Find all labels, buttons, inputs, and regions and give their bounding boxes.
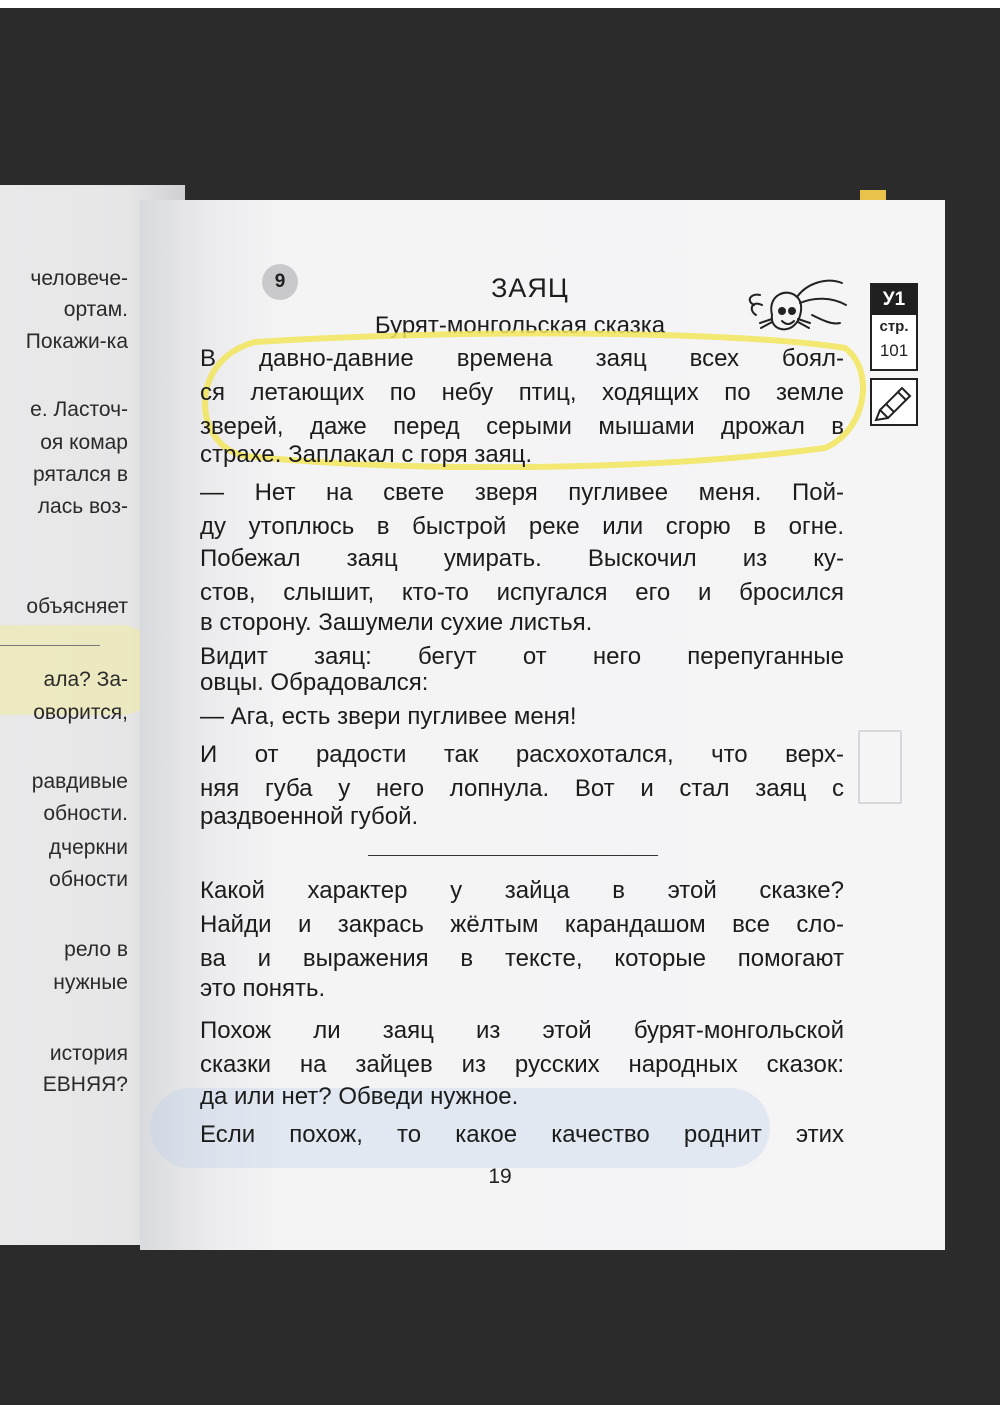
- left-line: ала? За-: [43, 668, 128, 691]
- left-line: человече-: [30, 267, 128, 290]
- left-line: рятался в: [33, 463, 128, 486]
- left-line: ЕВНЯЯ?: [42, 1073, 128, 1096]
- question-line: Похож ли заяц из этой бурят-монгольской: [200, 1017, 844, 1044]
- reference-badge: [870, 283, 918, 371]
- text-line: В давно-давние времена заяц всех боял-: [200, 345, 844, 372]
- text-line: ся летающих по небу птиц, ходящих по земле: [200, 379, 844, 406]
- page-number: 19: [488, 1165, 512, 1188]
- question-line: Найди и закрась жёлтым карандашом все сло-: [200, 911, 844, 938]
- text-line: Видит заяц: бегут от него перепуганные: [200, 643, 844, 670]
- badge-label: стр.: [879, 318, 909, 335]
- question-line: сказки на зайцев из русских народных сказок:: [200, 1051, 844, 1078]
- text-line: Побежал заяц умирать. Выскочил из ку-: [200, 545, 844, 572]
- left-line: оя комар: [40, 431, 128, 454]
- text-line: в сторону. Зашумели сухие листья.: [200, 609, 593, 636]
- text-line: зверей, даже перед серыми мышами дрожал в: [200, 413, 844, 440]
- pencils-icon: [872, 380, 916, 424]
- left-line: е. Ласточ-: [30, 398, 128, 421]
- left-line: объясняет: [26, 595, 128, 618]
- bleed-through-badge: [858, 730, 902, 804]
- text-line: — Ага, есть звери пугливее меня!: [200, 703, 577, 730]
- text-line: И от радости так расхохотался, что верх-: [200, 741, 844, 768]
- text-line: ду утоплюсь в быстрой реке или сгорю в огне.: [200, 513, 844, 540]
- left-line: история: [49, 1042, 128, 1065]
- badge-page: 101: [879, 341, 909, 360]
- text-line: раздвоенной губой.: [200, 803, 419, 830]
- left-line: нужные: [53, 971, 128, 994]
- question-line: это понять.: [200, 975, 326, 1002]
- left-line: лась воз-: [37, 495, 128, 518]
- story-subtitle: Бурят-монгольская сказка: [374, 312, 666, 339]
- left-line: обности: [49, 868, 128, 891]
- question-line: ва и выражения в тексте, которые помогают: [200, 945, 844, 972]
- text-line: овцы. Обрадовался:: [200, 669, 429, 696]
- section-divider: [368, 855, 658, 856]
- text-line: няя губа у него лопнула. Вот и стал заяц с: [200, 775, 844, 802]
- question-line: Если похож, то какое качество роднит этих: [200, 1121, 844, 1148]
- left-line: Покажи-ка: [25, 330, 128, 353]
- question-line: да или нет? Обведи нужное.: [200, 1083, 519, 1110]
- badge-code: У1: [872, 285, 916, 315]
- left-line: дчеркни: [48, 836, 128, 859]
- question-line: Какой характер у зайца в этой сказке?: [200, 877, 844, 904]
- left-line: оворится,: [33, 701, 128, 724]
- left-line: ортам.: [63, 298, 128, 321]
- lesson-number: 9: [262, 264, 298, 300]
- pencil-task-box: [870, 378, 918, 426]
- story-title: ЗАЯЦ: [491, 273, 569, 303]
- left-divider: [0, 645, 100, 646]
- text-line: страхе. Заплакал с горя заяц.: [200, 441, 533, 468]
- left-line: обности.: [43, 802, 128, 825]
- left-line: рело в: [64, 938, 128, 961]
- text-line: стов, слышит, кто-то испугался его и бросился: [200, 579, 844, 606]
- text-line: — Нет на свете зверя пугливее меня. Пой-: [200, 479, 844, 506]
- left-line: равдивые: [31, 770, 128, 793]
